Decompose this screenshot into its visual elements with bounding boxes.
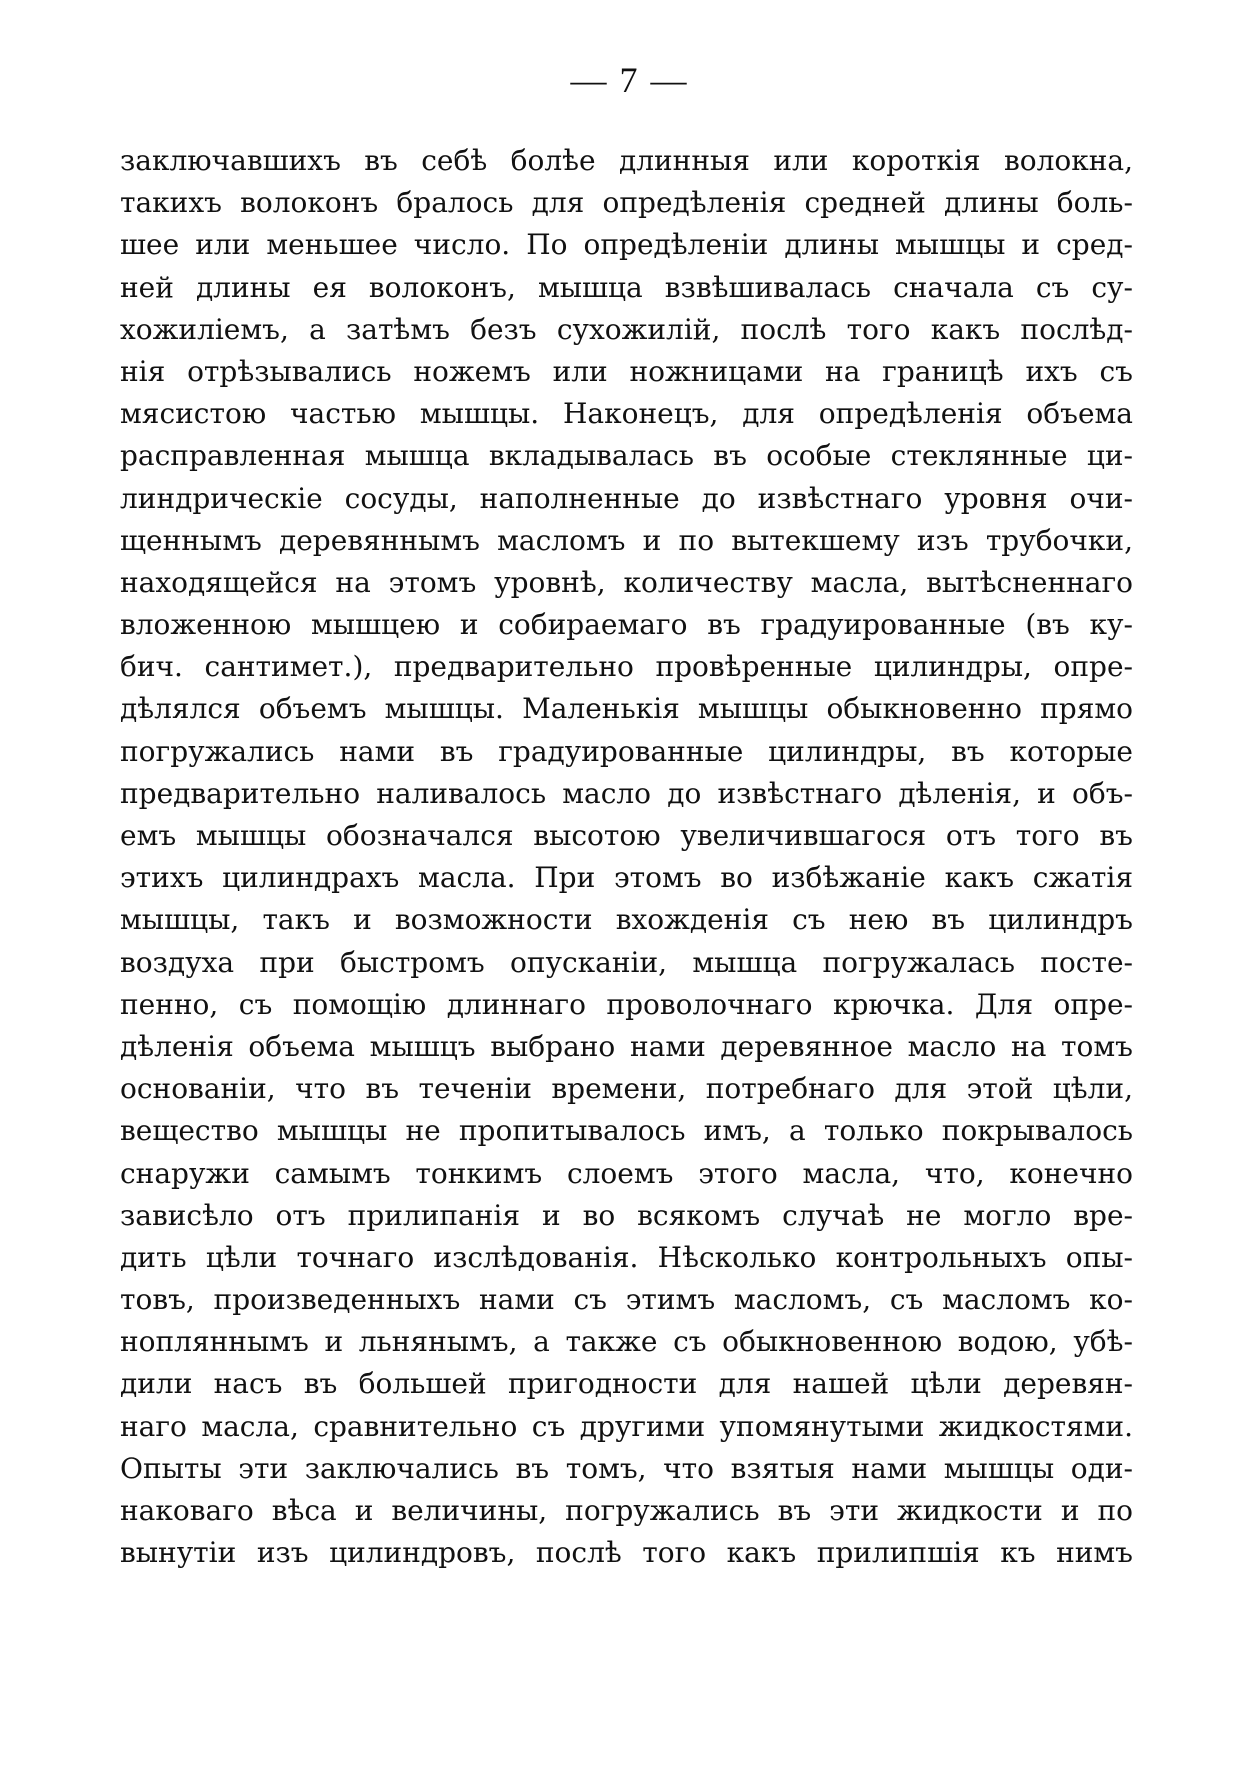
text-line: наго масла, сравнительно съ другими упомянутыми жидкостями. bbox=[120, 1409, 1133, 1443]
text-line: этихъ цилиндрахъ масла. При этомъ во избѣжаніе какъ сжатія bbox=[120, 861, 1133, 895]
text-line: основаніи, что въ теченіи времени, потребнаго для этой цѣли, bbox=[120, 1072, 1133, 1106]
text-line: такихъ волоконъ бралось для опредѣленія средней длины боль- bbox=[120, 186, 1133, 220]
text-line: зависѣло отъ прилипанія и во всякомъ случаѣ не могло вре- bbox=[120, 1198, 1133, 1232]
text-line: снаружи самымъ тонкимъ слоемъ этого масла, что, конечно bbox=[120, 1156, 1133, 1190]
text-line: дили насъ въ большей пригодности для нашей цѣли деревян- bbox=[120, 1367, 1133, 1401]
text-line: Опыты эти заключались въ томъ, что взятыя нами мышцы оди- bbox=[120, 1451, 1133, 1485]
text-line: бич. сантимет.), предварительно провѣренные цилиндры, опре- bbox=[120, 650, 1133, 684]
text-line: мышцы, такъ и возможности вхожденія съ нею въ цилиндръ bbox=[120, 903, 1133, 937]
text-line: хожиліемъ, а затѣмъ безъ сухожилій, послѣ того какъ послѣд- bbox=[120, 312, 1133, 346]
body-text bbox=[120, 140, 1133, 1574]
text-line: дить цѣли точнаго изслѣдованія. Нѣсколько контрольныхъ опы- bbox=[120, 1240, 1133, 1274]
text-line: расправленная мышца вкладывалась въ особые стеклянные ци- bbox=[120, 439, 1133, 473]
text-line: вещество мышцы не пропитывалось имъ, а только покрывалось bbox=[120, 1114, 1133, 1148]
text-line: линдрическіе сосуды, наполненные до извѣстнаго уровня очи- bbox=[120, 481, 1133, 515]
text-line: погружались нами въ градуированные цилиндры, въ которые bbox=[120, 734, 1133, 768]
text-line: находящейся на этомъ уровнѣ, количеству масла, вытѣсненнаго bbox=[120, 565, 1133, 599]
text-line: вынутіи изъ цилиндровъ, послѣ того какъ прилипшія къ нимъ bbox=[120, 1536, 1133, 1570]
text-line: пенно, съ помощію длиннаго проволочнаго крючка. Для опре- bbox=[120, 987, 1133, 1021]
text-line: предварительно наливалось масло до извѣстнаго дѣленія, и объ- bbox=[120, 776, 1133, 810]
text-line: заключавшихъ въ себѣ болѣе длинныя или короткія волокна, bbox=[120, 144, 1133, 177]
text-line: дѣленія объема мышцъ выбрано нами деревянное масло на томъ bbox=[120, 1029, 1133, 1063]
text-line: вложенною мышцею и собираемаго въ градуированные (въ ку- bbox=[120, 608, 1133, 642]
text-line: товъ, произведенныхъ нами съ этимъ масломъ, съ масломъ ко- bbox=[120, 1283, 1133, 1317]
text-line: воздуха при быстромъ опусканіи, мышца погружалась посте- bbox=[120, 945, 1133, 979]
text-line: нія отрѣзывались ножемъ или ножницами на границѣ ихъ съ bbox=[120, 354, 1133, 388]
text-line: емъ мышцы обозначался высотою увеличившагося отъ того въ bbox=[120, 819, 1133, 852]
text-line: дѣлялся объемъ мышцы. Маленькія мышцы обыкновенно прямо bbox=[120, 692, 1133, 726]
text-line: наковаго вѣса и величины, погружались въ эти жидкости и по bbox=[120, 1494, 1133, 1527]
text-line: ней длины ея волоконъ, мышца взвѣшивалась сначала съ су- bbox=[120, 270, 1133, 304]
text-line: щеннымъ деревяннымъ масломъ и по вытекшему изъ трубочки, bbox=[120, 523, 1133, 557]
text-line: шее или меньшее число. По опредѣленіи длины мышцы и сред- bbox=[120, 228, 1133, 262]
text-line: нопляннымъ и льнянымъ, а также съ обыкновенною водою, убѣ- bbox=[120, 1325, 1133, 1359]
text-line: мясистою частью мышцы. Наконецъ, для опредѣленія объема bbox=[120, 397, 1133, 431]
page-number: — 7 — bbox=[570, 60, 689, 100]
